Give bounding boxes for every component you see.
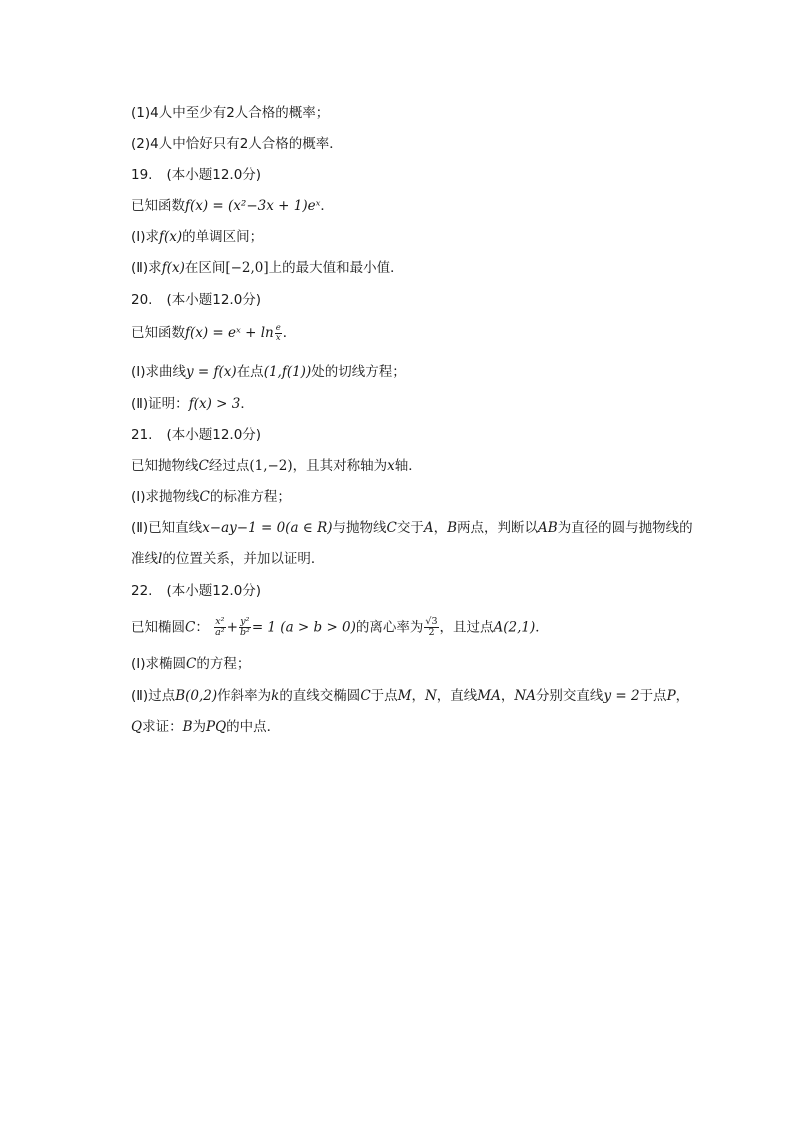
part-text: 的中点． [226, 719, 281, 735]
equation-expression: = 1 (a > b > 0) [251, 619, 356, 636]
question-number: 22. [131, 583, 153, 599]
q20-heading [131, 290, 261, 310]
q21-part1 [131, 487, 291, 507]
part-text: 的位置关系，并加以证明． [162, 551, 325, 567]
stem-text: ． [535, 619, 549, 636]
fraction-e-over-x [275, 324, 282, 343]
q19-part2 [131, 258, 404, 278]
curve-expression: y = f(x) [186, 364, 237, 380]
q22-part2-line2 [131, 717, 280, 737]
variable: l [158, 551, 163, 567]
part-text: 与抛物线 [332, 520, 387, 536]
stem-text: 已知椭圆 [131, 619, 185, 636]
point-expression: B(0,2) [175, 688, 218, 704]
stem-text: ． [282, 325, 297, 341]
part-text: 求证： [142, 719, 183, 735]
segment-label: PQ [206, 719, 227, 735]
stem-text: 轴． [394, 458, 422, 474]
q19-stem [131, 196, 334, 216]
stem-text: ，且过点 [439, 619, 494, 636]
part-label: (Ⅱ)已知直线 [131, 520, 203, 536]
punctuation: ， [411, 688, 425, 704]
stem-text: ． [320, 198, 334, 214]
function-expression: f(x) = eˣ + ln [185, 325, 274, 341]
fraction-x2-over-a2 [214, 617, 225, 638]
variable: C [360, 688, 371, 704]
part-text: ，直线 [436, 688, 478, 704]
variable: A [423, 520, 434, 536]
q21-part2-line1 [131, 518, 693, 538]
stem-text: 经过点 [208, 458, 250, 474]
part-label: (Ⅱ)求 [131, 260, 162, 276]
segment-label: MA [477, 688, 501, 704]
stem-text: ，且其对称轴为 [292, 458, 388, 474]
q22-part1 [131, 654, 250, 674]
line-equation: x−ay−1 = 0(a ∈ R) [202, 520, 333, 536]
segment-label: AB [538, 520, 558, 536]
part-label: (Ⅰ)求 [131, 229, 160, 245]
part-text: 于点 [370, 688, 398, 704]
stem-text: 已知函数 [131, 325, 185, 341]
part-text: 处的切线方程； [311, 364, 406, 380]
variable: M [397, 688, 412, 704]
part-text: 的直线交椭圆 [279, 688, 361, 704]
q20-part2 [131, 394, 254, 414]
part-text: 的标准方程； [209, 489, 291, 505]
variable: Q [131, 719, 143, 735]
variable: C [386, 520, 397, 536]
fraction-numerator: y² [240, 616, 250, 627]
variable: k [271, 688, 280, 704]
part-text: ． [240, 396, 254, 412]
function-expression: f(x) = (x²−3x + 1)eˣ [185, 198, 321, 214]
part-label: (Ⅰ)求曲线 [131, 364, 187, 380]
part-text: 作斜率为 [217, 688, 272, 704]
q21-stem [131, 456, 422, 476]
part-text: 在区间 [184, 260, 226, 276]
part-text: 于点 [639, 688, 667, 704]
inequality-expression: f(x) > 3 [188, 396, 241, 412]
question-score: (本小题12.0分) [166, 292, 262, 308]
fraction-numerator: √3 [425, 616, 438, 627]
q22-stem [131, 617, 549, 638]
question-number: 20. [131, 292, 153, 308]
part-text: 为直径的圆与抛物线的 [557, 520, 693, 536]
point-expression: (1,f(1)) [263, 364, 312, 380]
question-score: (本小题12.0分) [166, 583, 262, 599]
part-label: (Ⅱ)证明： [131, 396, 189, 412]
part-label: (Ⅰ)求椭圆 [131, 656, 187, 672]
point-expression: A(2,1) [493, 619, 536, 636]
variable: C [186, 656, 197, 672]
fraction-denominator: b² [239, 627, 250, 638]
stem-text: 已知函数 [131, 198, 185, 214]
fraction-denominator: 2 [428, 627, 435, 638]
fraction-y2-over-b2 [239, 617, 251, 638]
variable: B [447, 520, 458, 536]
question-score: (本小题12.0分) [166, 167, 262, 183]
function-expression: f(x) [159, 229, 183, 245]
fraction-denominator: a² [215, 627, 225, 638]
part-text: 在点 [236, 364, 264, 380]
q21-part2-line2 [131, 549, 324, 569]
function-expression: f(x) [161, 260, 185, 276]
q22-part2-line1 [131, 686, 689, 706]
variable: C [198, 458, 209, 474]
interval-expression: [−2,0] [225, 260, 269, 276]
q22-heading [131, 581, 261, 601]
part-text: 为 [192, 719, 206, 735]
variable: C [185, 619, 196, 636]
q20-stem [131, 323, 296, 343]
q19-heading [131, 165, 261, 185]
punctuation: ， [500, 688, 515, 704]
punctuation: ： [195, 619, 209, 636]
punctuation: ， [675, 688, 690, 704]
part-label: (Ⅰ)求抛物线 [131, 489, 200, 505]
part-text: 交于 [396, 520, 424, 536]
part-text: 两点，判断以 [457, 520, 539, 536]
fraction-denominator: x [275, 332, 281, 343]
variable: P [666, 688, 676, 704]
fraction-sqrt3-over-2 [424, 617, 438, 638]
q21-heading [131, 425, 261, 445]
q20-part1 [131, 362, 406, 382]
point-expression: (1,−2) [249, 458, 293, 474]
stem-text: 的离心率为 [355, 619, 424, 636]
operator: + [226, 619, 238, 636]
fraction-numerator: x² [215, 616, 225, 627]
punctuation: ， [433, 520, 448, 536]
variable: B [182, 719, 193, 735]
part-text: 的单调区间； [182, 229, 264, 245]
segment-label: NA [514, 688, 536, 704]
question-number: 21. [131, 427, 153, 443]
q18-part2: (2)4人中恰好只有2人合格的概率． [131, 136, 343, 152]
q18-part1: (1)4人中至少有2人合格的概率； [131, 105, 330, 121]
part-text: 分别交直线 [535, 688, 604, 704]
variable: N [424, 688, 437, 704]
line-equation: y = 2 [603, 688, 640, 704]
part-text: 上的最大值和最小值． [268, 260, 404, 276]
question-score: (本小题12.0分) [166, 427, 262, 443]
variable: C [199, 489, 210, 505]
q19-part1 [131, 227, 263, 247]
part-text: 准线 [131, 551, 158, 567]
stem-text: 已知抛物线 [131, 458, 199, 474]
part-label: (Ⅱ)过点 [131, 688, 176, 704]
part-text: 的方程； [196, 656, 251, 672]
variable: x [387, 458, 395, 474]
question-number: 19. [131, 167, 153, 183]
fraction-numerator: e [275, 322, 281, 333]
